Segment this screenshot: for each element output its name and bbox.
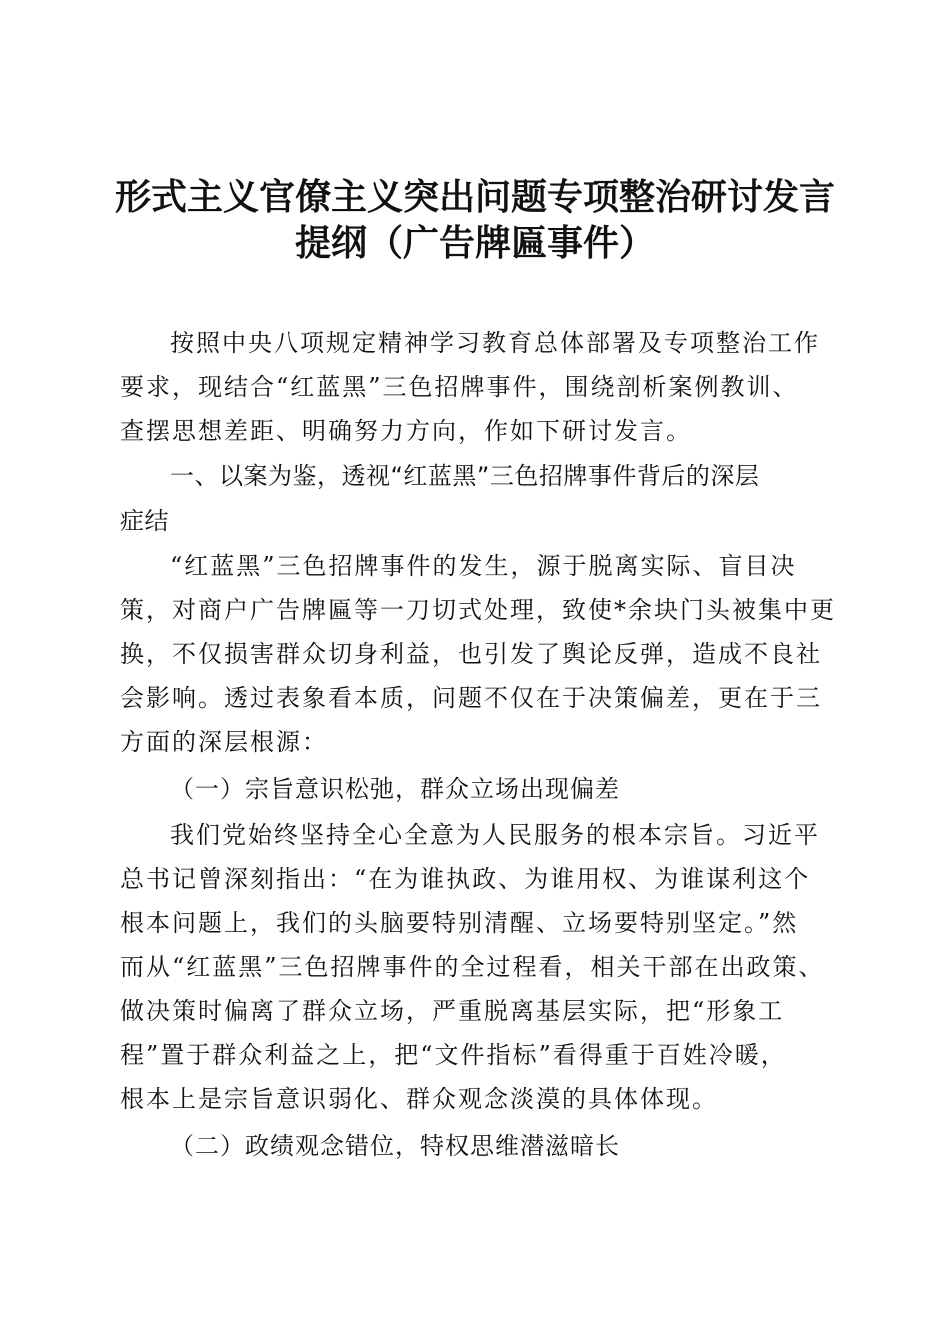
section-1-line: 换，不仅损害群众切身利益，也引发了舆论反弹，造成不良社 <box>120 640 822 668</box>
section-1-line: 会影响。透过表象看本质，问题不仅在于决策偏差，更在于三 <box>120 684 822 712</box>
subsection-1-line: 做决策时偏离了群众立场，严重脱离基层实际，把“形象工 <box>120 997 785 1025</box>
subsection-1-line: 根本上是宗旨意识弱化、群众观念淡漠的具体体现。 <box>120 1085 718 1113</box>
section-1-heading-cont: 症结 <box>120 507 169 535</box>
intro-line: 查摆思想差距、明确努力方向，作如下研讨发言。 <box>120 417 692 445</box>
subsection-1-line: 而从“红蓝黑”三色招牌事件的全过程看，相关干部在出政策、 <box>120 953 825 981</box>
intro-line: 按照中央八项规定精神学习教育总体部署及专项整治工作 <box>170 329 820 357</box>
section-1-line: 方面的深层根源： <box>120 728 328 756</box>
document-title-line-2: 提纲（广告牌匾事件） <box>294 222 655 264</box>
subsection-1-line: 总书记曾深刻指出：“在为谁执政、为谁用权、为谁谋利这个 <box>120 865 811 893</box>
subsection-1-line: 程”置于群众利益之上，把“文件指标”看得重于百姓冷暖， <box>120 1041 787 1069</box>
section-1-line: “红蓝黑”三色招牌事件的发生，源于脱离实际、盲目决 <box>170 552 797 580</box>
section-1-heading: 一、以案为鉴，透视“红蓝黑”三色招牌事件背后的深层 <box>170 462 760 490</box>
intro-line: 要求，现结合“红蓝黑”三色招牌事件，围绕剖析案例教训、 <box>120 373 799 401</box>
subsection-1-line: 根本问题上，我们的头脑要特别清醒、立场要特别坚定。”然 <box>120 909 799 937</box>
subsection-1-heading: （一）宗旨意识松弛，群众立场出现偏差 <box>170 775 620 803</box>
section-1-line: 策，对商户广告牌匾等一刀切式处理，致使*余块门头被集中更 <box>120 596 836 624</box>
document-title-line-1: 形式主义官僚主义突出问题专项整治研讨发言 <box>114 176 835 218</box>
subsection-1-line: 我们党始终坚持全心全意为人民服务的根本宗旨。习近平 <box>170 821 820 849</box>
subsection-2-heading: （二）政绩观念错位，特权思维潜滋暗长 <box>170 1132 620 1160</box>
